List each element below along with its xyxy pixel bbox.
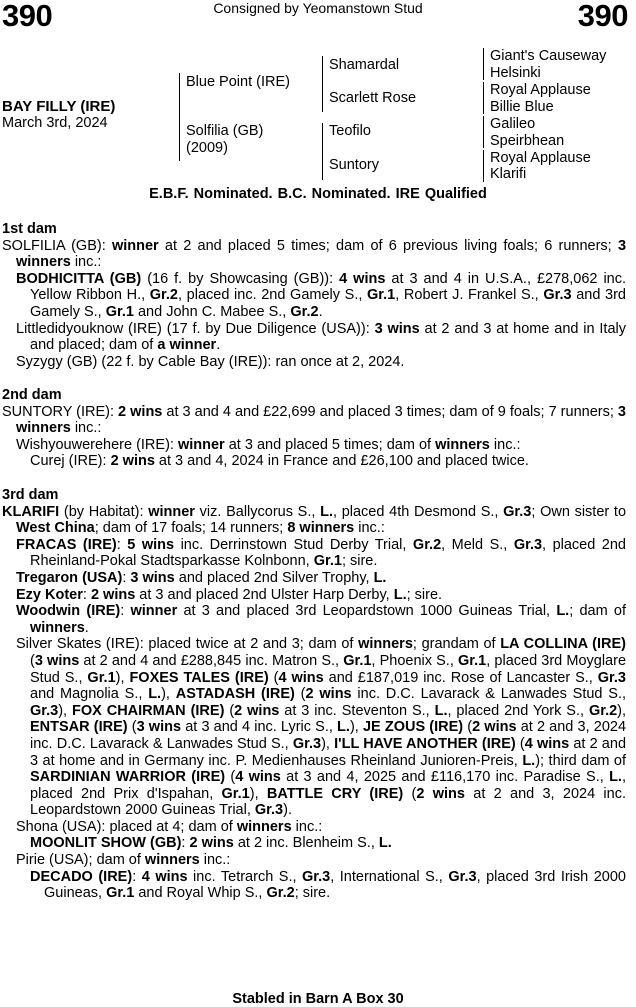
- produce-entry: Littledidyouknow (IRE) (17 f. by Due Diligence (USA)): 3 wins at 2 and 3 at home and in Italy and placed; dam of a winner.: [16, 320, 626, 354]
- section-heading: 3rd dam: [2, 487, 59, 503]
- pedigree-bracket-gen2-sire: [322, 56, 323, 112]
- pedigree-gen3-4: Billie Blue: [490, 99, 554, 115]
- produce-entry: Wishyouwerehere (IRE): winner at 3 and placed 5 times; dam of winners inc.:: [16, 436, 521, 453]
- pedigree-gen3-5: Galileo: [490, 116, 536, 132]
- lot-number-right: 390: [577, 0, 628, 33]
- grand-produce-entry: Curej (IRE): 2 wins at 3 and 4, 2024 in France and £26,100 and placed twice.: [30, 453, 529, 470]
- pedigree-gen3-7: Royal Applause: [490, 150, 591, 166]
- section-heading: 1st dam: [2, 221, 57, 237]
- stabling-info: Stabled in Barn A Box 30: [232, 991, 404, 1007]
- first-dam-section: [2, 221, 626, 370]
- produce-entry: Woodwin (IRE): winner at 3 and placed 3rd Leopardstown 1000 Guineas Trial, L.; dam of winners.: [16, 603, 626, 636]
- produce-entry: BODHICITTA (GB) (16 f. by Showcasing (GB)): 4 wins at 3 and 4 in U.S.A., £278,062 inc. Yellow Ribbon H., Gr.2, placed inc. 2nd Gamely S., Gr.1, Robert J. Frankel S., Gr.3 and 3rd Gamely S., Gr.1 and John C. Mabee S., Gr.2.: [16, 270, 627, 320]
- pedigree-bracket-gen2-dam: [322, 123, 323, 180]
- pedigree-gen3-1: Giant's Causeway: [490, 48, 607, 64]
- pedigree-dam-dam: Suntory: [329, 157, 379, 173]
- produce-entry: Ezy Koter: 2 wins at 3 and placed 2nd Ulster Harp Derby, L.; sire.: [16, 586, 443, 603]
- produce-entry: Silver Skates (IRE): placed twice at 2 and 3; dam of winners; grandam of LA COLLINA (IRE) (3 wins at 2 and 4 and £288,845 inc. Matron S., Gr.1, Phoenix S., Gr.1, placed 3rd Moyglare Stud S., Gr.1), FOXES TALES (IRE) (4 wins and £187,019 inc. Rose of Lancaster S., Gr.3 and Magnolia S., L.), ASTADASH (IRE) (2 wins inc. D.C. Lavarack & Lanwades Stud S., Gr.3), FOX CHAIRMAN (IRE) (2 wins at 3 inc. Steventon S., L., placed 2nd York S., Gr.2), ENTSAR (IRE) (3 wins at 3 and 4 inc. Lyric S., L.), JE ZOUS (IRE) (2 wins at 2 and 3, 2024 inc. D.C. Lavarack & Lanwades Stud S., Gr.3), I'LL HAVE ANOTHER (IRE) (4 wins at 2 and 3 at home and in Germany inc. P. Medienhauses Rheinland Junioren-Preis, L.); third dam of SARDINIAN WARRIOR (IRE) (4 wins at 3 and 4, 2025 and £116,170 inc. Paradise S., L., placed 2nd Prix d'Ispahan, Gr.1), BATTLE CRY (IRE) (2 wins at 2 and 3, 2024 inc. Leopardstown 2000 Guineas Trial, Gr.3).: [16, 636, 627, 819]
- pedigree-dam-year: (2009): [186, 140, 228, 156]
- pedigree-sire: Blue Point (IRE): [186, 74, 290, 90]
- third-dam-section: [2, 487, 626, 902]
- pedigree-dam: Solfilia (GB): [186, 123, 264, 139]
- produce-entry: Syzygy (GB) (22 f. by Cable Bay (IRE)): ran once at 2, 2024.: [16, 353, 405, 370]
- produce-entry: Pirie (USA); dam of winners inc.:: [16, 852, 231, 869]
- second-dam-section: [2, 387, 626, 470]
- pedigree-gen3-8: Klarifi: [490, 166, 527, 182]
- pedigree-gen3-2: Helsinki: [490, 65, 541, 81]
- pedigree-bracket-gen3-b: [483, 82, 484, 114]
- pedigree-bracket-gen1: [179, 73, 180, 161]
- produce-entry: Shona (USA): placed at 4; dam of winners inc.:: [16, 818, 323, 835]
- grand-produce-entry: MOONLIT SHOW (GB): 2 wins at 2 inc. Blenheim S., L.: [30, 835, 392, 852]
- grand-produce-entry: DECADO (IRE): 4 wins inc. Tetrarch S., Gr.3, International S., Gr.3, placed 3rd Irish 2000 Guineas, Gr.1 and Royal Whip S., Gr.2; sire.: [30, 868, 626, 902]
- horse-name: BAY FILLY (IRE): [2, 98, 116, 115]
- dam-intro: SOLFILIA (GB): winner at 2 and placed 5 times; dam of 6 previous living foals; 6 runners; 3 winners inc.:: [2, 237, 627, 271]
- pedigree-dam-sire: Teofilo: [329, 123, 371, 139]
- pedigree-sire-sire: Shamardal: [329, 57, 400, 73]
- nominations-line: E.B.F. Nominated. B.C. Nominated. IRE Qualified: [149, 186, 487, 202]
- produce-entry: FRACAS (IRE): 5 wins inc. Derrinstown Stud Derby Trial, Gr.2, Meld S., Gr.3, placed 2nd Rheinland-Pokal Stadtsparkasse Kolnbonn, Gr.1; sire.: [16, 536, 626, 570]
- pedigree-gen3-3: Royal Applause: [490, 82, 591, 98]
- pedigree-bracket-gen3-a: [483, 48, 484, 80]
- lot-number-left: 390: [2, 0, 53, 33]
- pedigree-bracket-gen3-c: [483, 116, 484, 148]
- foaling-date: March 3rd, 2024: [2, 115, 108, 131]
- consignor-line: Consigned by Yeomanstown Stud: [213, 0, 423, 16]
- produce-entry: Tregaron (USA): 3 wins and placed 2nd Silver Trophy, L.: [16, 569, 387, 586]
- dam-intro: SUNTORY (IRE): 2 wins at 3 and 4 and £22,699 and placed 3 times; dam of 9 foals; 7 runners; 3 winners inc.:: [2, 403, 626, 437]
- section-heading: 2nd dam: [2, 387, 62, 403]
- pedigree-sire-dam: Scarlett Rose: [329, 90, 417, 106]
- dam-intro: KLARIFI (by Habitat): winner viz. Ballycorus S., L., placed 4th Desmond S., Gr.3; Own sister to West China; dam of 17 foals; 14 runners; 8 winners inc.:: [2, 503, 627, 537]
- pedigree-gen3-6: Speirbhean: [490, 133, 565, 149]
- pedigree-bracket-gen3-d: [483, 150, 484, 182]
